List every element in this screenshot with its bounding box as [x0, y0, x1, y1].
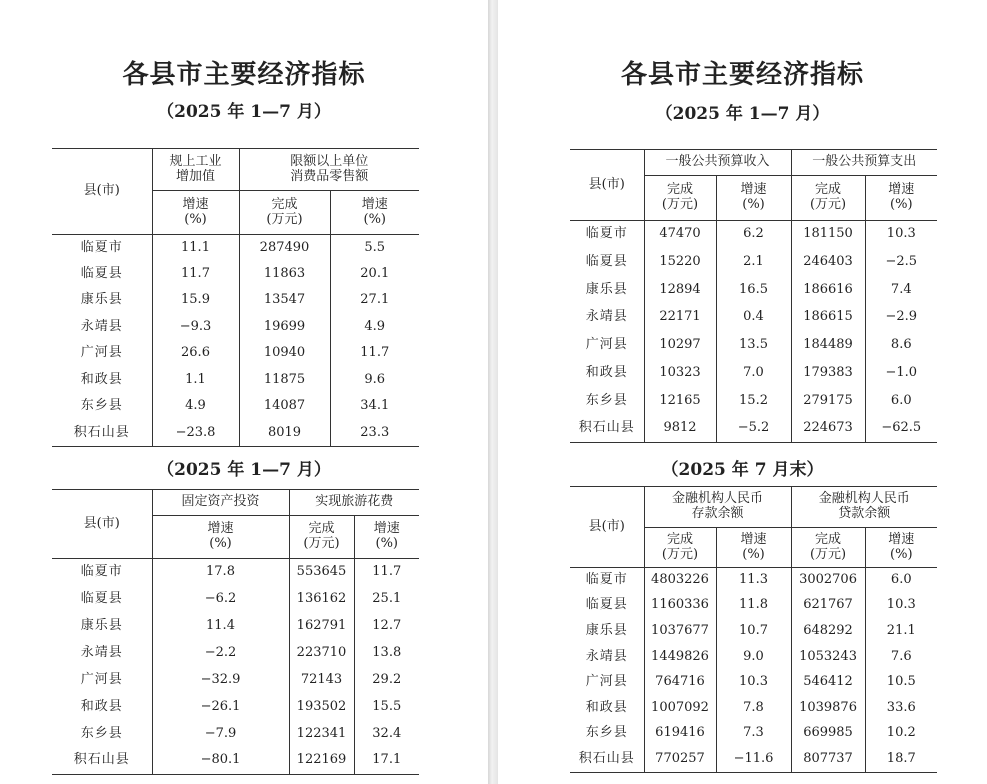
value-cell: 4.9 — [152, 394, 239, 421]
value-cell: 6.2 — [716, 221, 791, 249]
left-table1-subtitle: （2025 年 1—7 月） — [157, 102, 331, 122]
value-cell: 648292 — [791, 619, 865, 645]
table-row — [52, 613, 419, 640]
col-header-amount: 完成 (万元) — [644, 176, 716, 221]
tourism-spending-header: 实现旅游花费 — [289, 490, 419, 516]
value-cell: 7.4 — [865, 276, 937, 304]
value-cell: 5.5 — [330, 235, 419, 262]
value-cell: −6.2 — [152, 586, 289, 613]
value-cell: 6.0 — [865, 387, 937, 415]
value-cell: 21.1 — [865, 619, 937, 645]
col-header-amount: 完成 (万元) — [791, 176, 865, 221]
table-row — [52, 721, 419, 748]
industry-value-added-header: 规上工业 增加值 — [152, 149, 239, 191]
budget-expenditure-header: 一般公共预算支出 — [791, 150, 937, 176]
county-header: 县(市) — [52, 490, 152, 559]
value-cell: 669985 — [791, 721, 865, 747]
value-cell: 184489 — [791, 332, 865, 360]
value-cell: 1053243 — [791, 644, 865, 670]
value-cell: 7.8 — [716, 695, 791, 721]
right-table1-budget — [570, 149, 937, 443]
col-header-growth: 增速 (%) — [865, 176, 937, 221]
value-cell: 32.4 — [354, 721, 419, 748]
table-row — [570, 359, 937, 387]
county-name-cell: 永靖县 — [80, 318, 123, 334]
value-cell: 72143 — [289, 667, 354, 694]
county-header: 县(市) — [570, 150, 644, 221]
value-cell: 18.7 — [865, 747, 937, 773]
table-row — [570, 276, 937, 304]
col-header-growth: 增速 (%) — [716, 528, 791, 568]
value-cell: 11875 — [239, 367, 330, 394]
value-cell: 23.3 — [330, 420, 419, 447]
col-header-growth: 增速 (%) — [865, 528, 937, 568]
county-name-cell: 积石山县 — [570, 415, 644, 443]
value-cell: −80.1 — [152, 748, 289, 775]
value-cell: 15.2 — [716, 387, 791, 415]
value-cell: 29.2 — [354, 667, 419, 694]
value-cell: 11.7 — [152, 261, 239, 288]
value-cell: 11.1 — [152, 235, 239, 262]
col-header-amount: 完成 (万元) — [289, 516, 354, 559]
value-cell: 10.5 — [865, 670, 937, 696]
county-name-cell: 广河县 — [80, 671, 123, 687]
value-cell: 1449826 — [644, 644, 716, 670]
table-row — [570, 221, 937, 249]
value-cell: −2.2 — [152, 640, 289, 667]
left-table2-investment-tourism — [52, 489, 419, 775]
county-name-cell: 临夏县 — [80, 590, 123, 606]
table-row — [570, 670, 937, 696]
value-cell: 17.8 — [152, 559, 289, 586]
value-cell: 2.1 — [716, 248, 791, 276]
value-cell: −26.1 — [152, 694, 289, 721]
county-name-cell: 康乐县 — [80, 292, 123, 308]
col-header-amount: 完成 (万元) — [239, 191, 330, 235]
county-header: 县(市) — [52, 149, 152, 235]
value-cell: 10940 — [239, 341, 330, 368]
value-cell: 13.5 — [716, 332, 791, 360]
left-table1-industry-retail — [52, 148, 419, 447]
fixed-asset-investment-header: 固定资产投资 — [152, 490, 289, 516]
value-cell: 8019 — [239, 420, 330, 447]
county-name-cell: 康乐县 — [585, 281, 628, 297]
table-row — [52, 586, 419, 613]
value-cell: 10.3 — [865, 593, 937, 619]
value-cell: −2.5 — [865, 248, 937, 276]
value-cell: 224673 — [791, 415, 865, 443]
value-cell: 223710 — [289, 640, 354, 667]
value-cell: 279175 — [791, 387, 865, 415]
value-cell: −32.9 — [152, 667, 289, 694]
right-table2-subtitle: （2025 年 7 月末） — [661, 460, 824, 480]
value-cell: 26.6 — [152, 341, 239, 368]
value-cell: 619416 — [644, 721, 716, 747]
table-row — [570, 332, 937, 360]
county-name-cell: 东乡县 — [585, 392, 628, 408]
value-cell: 9812 — [644, 415, 716, 443]
county-name-cell: 东乡县 — [80, 398, 123, 414]
value-cell: 11863 — [239, 261, 330, 288]
value-cell: 12.7 — [354, 613, 419, 640]
col-header-growth: 增速 (%) — [330, 191, 419, 235]
value-cell: 8.6 — [865, 332, 937, 360]
value-cell: 9.0 — [716, 644, 791, 670]
value-cell: 246403 — [791, 248, 865, 276]
loan-balance-header: 金融机构人民币 贷款余额 — [791, 487, 937, 528]
value-cell: 14087 — [239, 394, 330, 421]
value-cell: 27.1 — [330, 288, 419, 315]
county-name-cell: 永靖县 — [585, 648, 628, 664]
county-name-cell: 和政县 — [80, 698, 123, 714]
deposit-balance-header: 金融机构人民币 存款余额 — [644, 487, 791, 528]
county-name-cell: 广河县 — [80, 345, 123, 361]
county-name-cell: 积石山县 — [52, 748, 152, 775]
value-cell: 553645 — [289, 559, 354, 586]
value-cell: 11.8 — [716, 593, 791, 619]
value-cell: 621767 — [791, 593, 865, 619]
county-name-cell: 永靖县 — [80, 644, 123, 660]
value-cell: 10297 — [644, 332, 716, 360]
value-cell: −1.0 — [865, 359, 937, 387]
county-name-cell: 临夏市 — [570, 568, 644, 594]
value-cell: 19699 — [239, 314, 330, 341]
county-name-cell: 临夏市 — [52, 559, 152, 586]
left-page — [0, 0, 488, 784]
value-cell: 22171 — [644, 304, 716, 332]
col-header-growth: 增速 (%) — [354, 516, 419, 559]
value-cell: 20.1 — [330, 261, 419, 288]
value-cell: 287490 — [239, 235, 330, 262]
left-page-title: 各县市主要经济指标 — [122, 60, 366, 90]
value-cell: 11.7 — [354, 559, 419, 586]
value-cell: 7.6 — [865, 644, 937, 670]
table-row — [52, 367, 419, 394]
table-row — [570, 644, 937, 670]
table-row — [570, 568, 937, 594]
value-cell: 15.9 — [152, 288, 239, 315]
right-page — [498, 0, 987, 784]
county-name-cell: 康乐县 — [80, 617, 123, 633]
county-name-cell: 临夏县 — [585, 253, 628, 269]
value-cell: −9.3 — [152, 314, 239, 341]
value-cell: −5.2 — [716, 415, 791, 443]
value-cell: 11.7 — [330, 341, 419, 368]
county-name-cell: 积石山县 — [52, 420, 152, 447]
value-cell: 807737 — [791, 747, 865, 773]
table-row — [52, 640, 419, 667]
value-cell: 162791 — [289, 613, 354, 640]
value-cell: 10.3 — [865, 221, 937, 249]
value-cell: 186616 — [791, 276, 865, 304]
county-name-cell: 东乡县 — [585, 725, 628, 741]
value-cell: 0.4 — [716, 304, 791, 332]
value-cell: 10323 — [644, 359, 716, 387]
value-cell: 7.0 — [716, 359, 791, 387]
value-cell: 15220 — [644, 248, 716, 276]
table-row — [52, 288, 419, 315]
value-cell: 33.6 — [865, 695, 937, 721]
value-cell: 179383 — [791, 359, 865, 387]
value-cell: 4803226 — [644, 568, 716, 594]
table-row — [570, 415, 937, 443]
value-cell: 1.1 — [152, 367, 239, 394]
table-row — [52, 559, 419, 586]
table-row — [52, 667, 419, 694]
county-name-cell: 永靖县 — [585, 309, 628, 325]
col-header-growth: 增速 (%) — [152, 191, 239, 235]
value-cell: −2.9 — [865, 304, 937, 332]
county-name-cell: 临夏市 — [570, 221, 644, 249]
value-cell: 122169 — [289, 748, 354, 775]
book-gutter — [488, 0, 498, 784]
county-header: 县(市) — [570, 487, 644, 568]
table-row — [570, 248, 937, 276]
table-row — [52, 694, 419, 721]
value-cell: 10.2 — [865, 721, 937, 747]
value-cell: 16.5 — [716, 276, 791, 304]
right-table1-subtitle: （2025 年 1—7 月） — [655, 104, 830, 124]
county-name-cell: 广河县 — [585, 674, 628, 690]
table-row — [52, 341, 419, 368]
table-row — [52, 314, 419, 341]
county-name-cell: 和政县 — [585, 364, 628, 380]
value-cell: −23.8 — [152, 420, 239, 447]
county-name-cell: 和政县 — [585, 699, 628, 715]
retail-sales-header: 限额以上单位 消费品零售额 — [239, 149, 419, 191]
county-name-cell: 东乡县 — [80, 725, 123, 741]
county-name-cell: 积石山县 — [570, 747, 644, 773]
value-cell: −11.6 — [716, 747, 791, 773]
value-cell: 12894 — [644, 276, 716, 304]
left-table2-subtitle: （2025 年 1—7 月） — [157, 460, 331, 480]
table-row — [52, 748, 419, 775]
table-row — [52, 420, 419, 447]
value-cell: 122341 — [289, 721, 354, 748]
table-row — [570, 593, 937, 619]
value-cell: 546412 — [791, 670, 865, 696]
value-cell: 3002706 — [791, 568, 865, 594]
value-cell: 186615 — [791, 304, 865, 332]
value-cell: 193502 — [289, 694, 354, 721]
value-cell: 181150 — [791, 221, 865, 249]
right-page-title: 各县市主要经济指标 — [620, 60, 864, 90]
value-cell: 770257 — [644, 747, 716, 773]
value-cell: 1007092 — [644, 695, 716, 721]
county-name-cell: 康乐县 — [585, 623, 628, 639]
value-cell: 10.3 — [716, 670, 791, 696]
value-cell: 6.0 — [865, 568, 937, 594]
value-cell: 7.3 — [716, 721, 791, 747]
county-name-cell: 和政县 — [80, 371, 123, 387]
value-cell: 11.4 — [152, 613, 289, 640]
right-table2-financial — [570, 486, 937, 773]
table-row — [570, 304, 937, 332]
value-cell: 11.3 — [716, 568, 791, 594]
table-row — [570, 695, 937, 721]
value-cell: −62.5 — [865, 415, 937, 443]
value-cell: 17.1 — [354, 748, 419, 775]
table-row — [52, 235, 419, 262]
value-cell: 34.1 — [330, 394, 419, 421]
table-row — [52, 261, 419, 288]
table-row — [570, 747, 937, 773]
value-cell: 12165 — [644, 387, 716, 415]
value-cell: −7.9 — [152, 721, 289, 748]
value-cell: 4.9 — [330, 314, 419, 341]
col-header-growth: 增速 (%) — [152, 516, 289, 559]
county-name-cell: 临夏县 — [585, 597, 628, 613]
county-name-cell: 广河县 — [585, 337, 628, 353]
value-cell: 13547 — [239, 288, 330, 315]
value-cell: 47470 — [644, 221, 716, 249]
budget-revenue-header: 一般公共预算收入 — [644, 150, 791, 176]
value-cell: 10.7 — [716, 619, 791, 645]
value-cell: 13.8 — [354, 640, 419, 667]
value-cell: 1160336 — [644, 593, 716, 619]
table-row — [52, 394, 419, 421]
county-name-cell: 临夏市 — [52, 235, 152, 262]
col-header-amount: 完成 (万元) — [644, 528, 716, 568]
value-cell: 15.5 — [354, 694, 419, 721]
col-header-growth: 增速 (%) — [716, 176, 791, 221]
value-cell: 9.6 — [330, 367, 419, 394]
col-header-amount: 完成 (万元) — [791, 528, 865, 568]
table-row — [570, 387, 937, 415]
table-row — [570, 619, 937, 645]
county-name-cell: 临夏县 — [80, 265, 123, 281]
value-cell: 764716 — [644, 670, 716, 696]
value-cell: 25.1 — [354, 586, 419, 613]
table-row — [570, 721, 937, 747]
value-cell: 1039876 — [791, 695, 865, 721]
value-cell: 1037677 — [644, 619, 716, 645]
value-cell: 136162 — [289, 586, 354, 613]
